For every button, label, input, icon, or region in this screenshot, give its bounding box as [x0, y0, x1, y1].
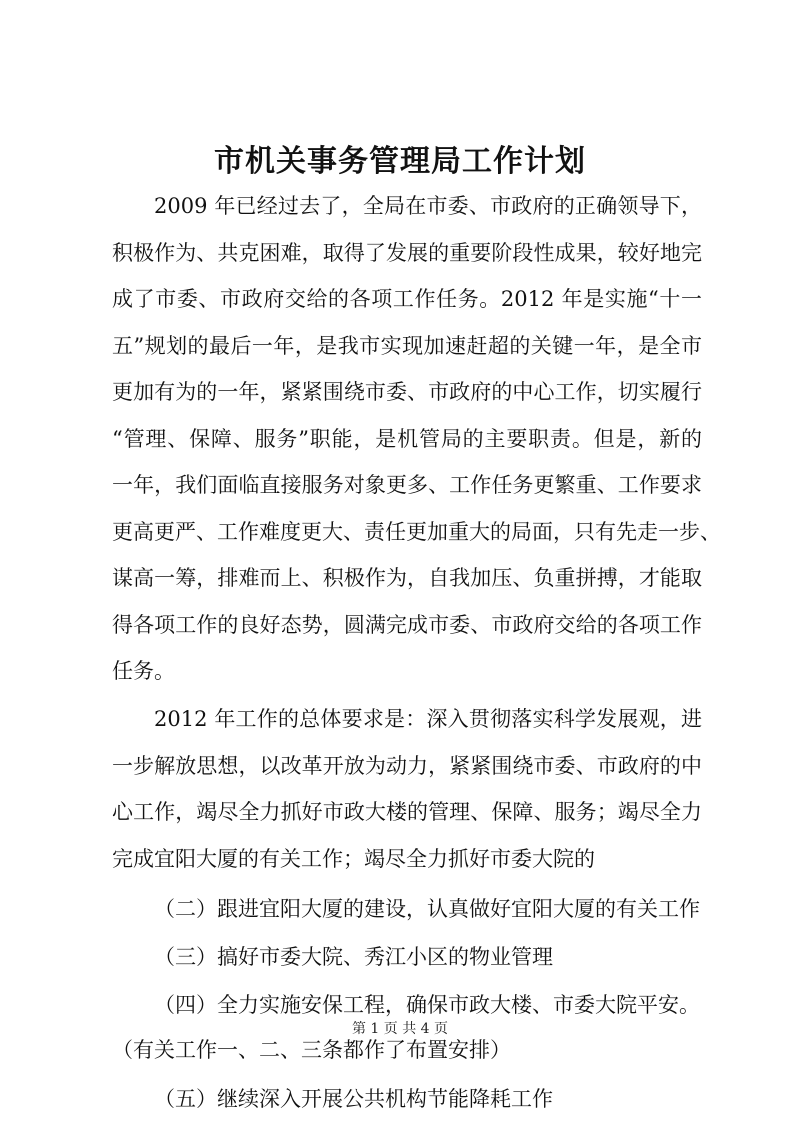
list-item: （三）搞好市委大院、秀江小区的物业管理 — [154, 945, 553, 969]
paragraph-line: 2009 年已经过去了，全局在市委、市政府的正确领导下， — [154, 194, 702, 218]
paragraph-line: 五”规划的最后一年，是我市实现加速赶超的关键一年，是全市 — [112, 334, 702, 358]
paragraph-line: 任务。 — [112, 659, 175, 683]
paragraph-line: 谋高一筹，排难而上、积极作为，自我加压、负重拼搏，才能取 — [112, 566, 702, 590]
paragraph-line: 一年，我们面临直接服务对象更多、工作任务更繁重、工作要求 — [112, 473, 702, 497]
paragraph-line: 更高更严、工作难度更大、责任更加重大的局面，只有先走一步、 — [112, 520, 721, 544]
paragraph-line: “管理、保障、服务”职能，是机管局的主要职责。但是，新的 — [112, 427, 702, 451]
list-item: （二）跟进宜阳大厦的建设，认真做好宜阳大厦的有关工作 — [154, 897, 700, 921]
document-title: 市机关事务管理局工作计划 — [214, 144, 586, 179]
paragraph-line: 2012 年工作的总体要求是：深入贯彻落实科学发展观，进 — [154, 707, 702, 731]
list-item-continuation: （有关工作一、二、三条都作了布置安排） — [112, 1038, 511, 1062]
paragraph-line: 成了市委、市政府交给的各项工作任务。2012 年是实施“十一 — [112, 287, 702, 311]
paragraph-line: 得各项工作的良好态势，圆满完成市委、市政府交给的各项工作 — [112, 613, 702, 637]
paragraph-line: 积极作为、共克困难，取得了发展的重要阶段性成果，较好地完 — [112, 241, 702, 265]
paragraph-line: 更加有为的一年，紧紧围绕市委、市政府的中心工作，切实履行 — [112, 380, 702, 404]
paragraph-line: 完成宜阳大厦的有关工作；竭尽全力抓好市委大院的 — [112, 847, 595, 871]
list-item: （五）继续深入开展公共机构节能降耗工作 — [154, 1087, 553, 1111]
paragraph-line: 一步解放思想，以改革开放为动力，紧紧围绕市委、市政府的中 — [112, 754, 702, 778]
page-number-footer: 第 1 页 共 4 页 — [351, 1021, 449, 1037]
list-item: （四）全力实施安保工程，确保市政大楼、市委大院平安。 — [154, 993, 700, 1017]
paragraph-line: 心工作，竭尽全力抓好市政大楼的管理、保障、服务；竭尽全力 — [112, 800, 702, 824]
